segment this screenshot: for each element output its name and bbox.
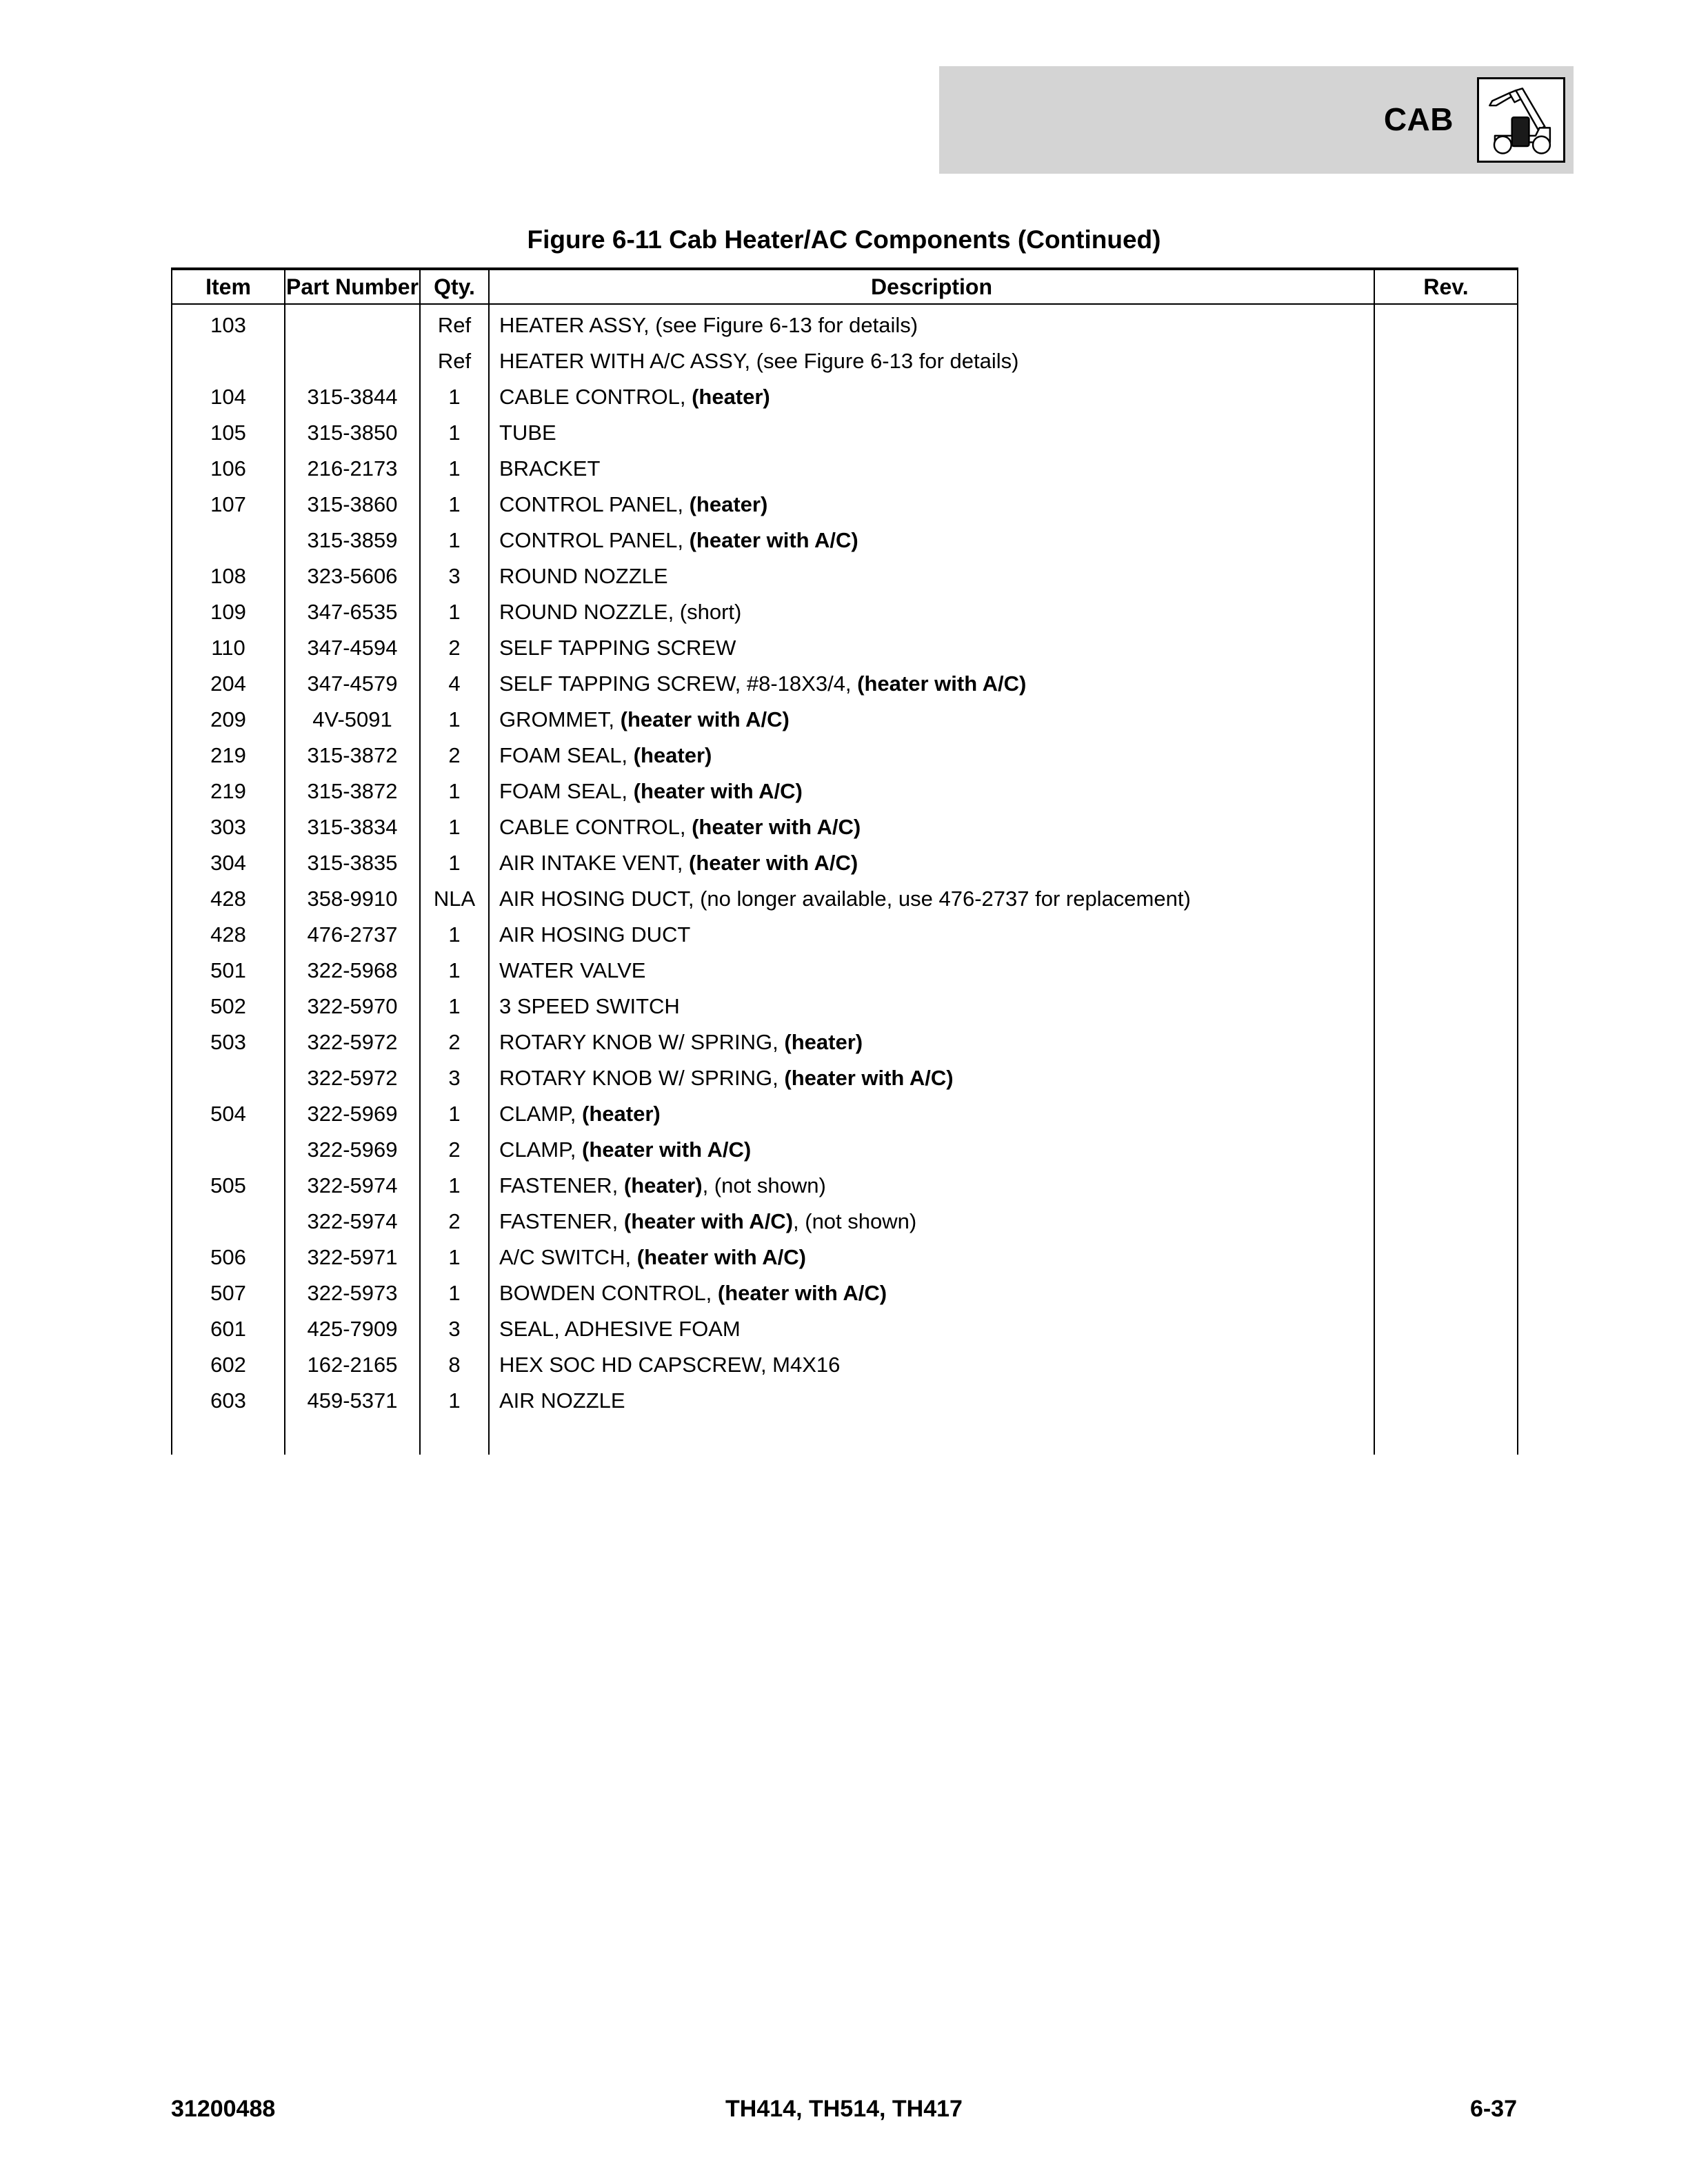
cell-description: SELF TAPPING SCREW, #8-18X3/4, (heater with A/C)	[489, 666, 1374, 702]
cell-description: BRACKET	[489, 451, 1374, 487]
cell-rev	[1374, 1168, 1518, 1204]
cell-part-number: 358-9910	[285, 881, 420, 917]
cell-qty: 1	[420, 1383, 489, 1419]
cell-description: WATER VALVE	[489, 953, 1374, 989]
cell-item: 108	[172, 558, 285, 594]
cell-rev	[1374, 953, 1518, 989]
cell-rev	[1374, 630, 1518, 666]
table-row	[172, 702, 1518, 738]
cell-qty: 1	[420, 953, 489, 989]
cell-qty: 2	[420, 1132, 489, 1168]
cell-part-number: 459-5371	[285, 1383, 420, 1419]
cell-qty: 3	[420, 1311, 489, 1347]
cell-item: 601	[172, 1311, 285, 1347]
cell-rev	[1374, 917, 1518, 953]
cell-description: ROTARY KNOB W/ SPRING, (heater)	[489, 1024, 1374, 1060]
cell-part-number: 315-3844	[285, 379, 420, 415]
cell-part-number: 347-4594	[285, 630, 420, 666]
cell-part-number	[285, 343, 420, 379]
cell-rev	[1374, 1275, 1518, 1311]
cell-rev	[1374, 343, 1518, 379]
cell-qty: 2	[420, 1204, 489, 1240]
cell-part-number	[285, 304, 420, 343]
cell-rev	[1374, 738, 1518, 774]
cell-item: 110	[172, 630, 285, 666]
cell-qty: 1	[420, 415, 489, 451]
table-row	[172, 738, 1518, 774]
table-filler-cell	[172, 1419, 285, 1455]
cell-rev	[1374, 989, 1518, 1024]
cell-description: CABLE CONTROL, (heater with A/C)	[489, 809, 1374, 845]
table-row	[172, 917, 1518, 953]
cell-qty: 2	[420, 630, 489, 666]
table-row	[172, 809, 1518, 845]
cell-item: 502	[172, 989, 285, 1024]
cell-item: 209	[172, 702, 285, 738]
cell-rev	[1374, 1096, 1518, 1132]
cell-description: HEATER ASSY, (see Figure 6-13 for details)	[489, 304, 1374, 343]
cell-rev	[1374, 558, 1518, 594]
cell-item	[172, 1060, 285, 1096]
cell-description: CONTROL PANEL, (heater)	[489, 487, 1374, 523]
table-header	[172, 269, 1518, 304]
table-row	[172, 558, 1518, 594]
cell-description: HEX SOC HD CAPSCREW, M4X16	[489, 1347, 1374, 1383]
table-row	[172, 523, 1518, 558]
cell-part-number: 322-5970	[285, 989, 420, 1024]
cell-description: AIR HOSING DUCT, (no longer available, use 476-2737 for replacement)	[489, 881, 1374, 917]
cell-part-number: 322-5972	[285, 1024, 420, 1060]
table-row	[172, 845, 1518, 881]
table-row	[172, 774, 1518, 809]
column-header-part-number: Part Number	[285, 269, 420, 304]
cell-qty: 8	[420, 1347, 489, 1383]
cell-qty: 2	[420, 1024, 489, 1060]
table-row	[172, 1060, 1518, 1096]
table-row	[172, 487, 1518, 523]
table-row	[172, 415, 1518, 451]
cell-part-number: 322-5968	[285, 953, 420, 989]
column-header-rev: Rev.	[1374, 269, 1518, 304]
table-row	[172, 881, 1518, 917]
table-row	[172, 1347, 1518, 1383]
table-row	[172, 594, 1518, 630]
table-row	[172, 304, 1518, 343]
cell-item: 507	[172, 1275, 285, 1311]
cell-description: FOAM SEAL, (heater)	[489, 738, 1374, 774]
table-row	[172, 1311, 1518, 1347]
cell-rev	[1374, 1383, 1518, 1419]
cell-part-number: 4V-5091	[285, 702, 420, 738]
cell-item: 304	[172, 845, 285, 881]
table-row	[172, 953, 1518, 989]
figure-title: Figure 6-11 Cab Heater/AC Components (Continued)	[527, 225, 1161, 254]
cell-part-number: 315-3834	[285, 809, 420, 845]
cell-qty: 4	[420, 666, 489, 702]
cell-part-number: 322-5974	[285, 1168, 420, 1204]
column-header-qty: Qty.	[420, 269, 489, 304]
cell-rev	[1374, 523, 1518, 558]
cell-description: FASTENER, (heater with A/C), (not shown)	[489, 1204, 1374, 1240]
cell-item: 219	[172, 774, 285, 809]
cell-description: ROTARY KNOB W/ SPRING, (heater with A/C)	[489, 1060, 1374, 1096]
cell-part-number: 315-3872	[285, 738, 420, 774]
table-row	[172, 989, 1518, 1024]
cell-rev	[1374, 1024, 1518, 1060]
cell-item: 105	[172, 415, 285, 451]
table-row	[172, 343, 1518, 379]
cell-rev	[1374, 1204, 1518, 1240]
cell-description: AIR HOSING DUCT	[489, 917, 1374, 953]
table-row	[172, 1096, 1518, 1132]
cell-description: A/C SWITCH, (heater with A/C)	[489, 1240, 1374, 1275]
cell-description: CLAMP, (heater)	[489, 1096, 1374, 1132]
table-filler-cell	[1374, 1419, 1518, 1455]
cell-part-number: 322-5973	[285, 1275, 420, 1311]
cell-description: HEATER WITH A/C ASSY, (see Figure 6-13 for details)	[489, 343, 1374, 379]
telehandler-icon	[1477, 77, 1565, 163]
table-row	[172, 1275, 1518, 1311]
cell-qty: 1	[420, 523, 489, 558]
cell-part-number: 347-4579	[285, 666, 420, 702]
parts-table	[171, 267, 1518, 1455]
cell-rev	[1374, 1311, 1518, 1347]
cell-rev	[1374, 594, 1518, 630]
cell-rev	[1374, 1132, 1518, 1168]
cell-part-number: 322-5969	[285, 1132, 420, 1168]
cell-rev	[1374, 379, 1518, 415]
cell-part-number: 322-5974	[285, 1204, 420, 1240]
cell-item: 219	[172, 738, 285, 774]
cell-part-number: 323-5606	[285, 558, 420, 594]
column-header-item: Item	[172, 269, 285, 304]
page-footer	[171, 2096, 1517, 2123]
cell-description: CLAMP, (heater with A/C)	[489, 1132, 1374, 1168]
cell-item: 109	[172, 594, 285, 630]
cell-item: 303	[172, 809, 285, 845]
cell-part-number: 476-2737	[285, 917, 420, 953]
cell-rev	[1374, 1347, 1518, 1383]
cell-qty: 1	[420, 1096, 489, 1132]
cell-part-number: 425-7909	[285, 1311, 420, 1347]
parts-table-container	[171, 267, 1517, 1455]
cell-qty: 1	[420, 917, 489, 953]
cell-part-number: 315-3872	[285, 774, 420, 809]
table-row	[172, 1204, 1518, 1240]
cell-rev	[1374, 1240, 1518, 1275]
cell-qty: 1	[420, 809, 489, 845]
table-row	[172, 1168, 1518, 1204]
cell-rev	[1374, 1060, 1518, 1096]
cell-item: 107	[172, 487, 285, 523]
cell-part-number: 315-3850	[285, 415, 420, 451]
cell-rev	[1374, 809, 1518, 845]
footer-models: TH414, TH514, TH417	[725, 2096, 963, 2122]
cell-description: SEAL, ADHESIVE FOAM	[489, 1311, 1374, 1347]
cell-rev	[1374, 774, 1518, 809]
cell-rev	[1374, 304, 1518, 343]
cell-qty: 3	[420, 1060, 489, 1096]
cell-part-number: 322-5969	[285, 1096, 420, 1132]
cell-qty: 3	[420, 558, 489, 594]
cell-description: AIR NOZZLE	[489, 1383, 1374, 1419]
cell-rev	[1374, 451, 1518, 487]
cell-description: 3 SPEED SWITCH	[489, 989, 1374, 1024]
cell-description: AIR INTAKE VENT, (heater with A/C)	[489, 845, 1374, 881]
cell-part-number: 315-3860	[285, 487, 420, 523]
table-row	[172, 1383, 1518, 1419]
cell-item	[172, 523, 285, 558]
cell-description: TUBE	[489, 415, 1374, 451]
cell-qty: 1	[420, 379, 489, 415]
cell-item: 204	[172, 666, 285, 702]
cell-part-number: 322-5971	[285, 1240, 420, 1275]
cell-rev	[1374, 415, 1518, 451]
cell-item: 602	[172, 1347, 285, 1383]
table-body	[172, 304, 1518, 1455]
cell-item: 505	[172, 1168, 285, 1204]
cell-qty: 1	[420, 702, 489, 738]
cell-qty: 1	[420, 594, 489, 630]
footer-page-number: 6-37	[1469, 2096, 1517, 2122]
table-row	[172, 1132, 1518, 1168]
cell-description: CONTROL PANEL, (heater with A/C)	[489, 523, 1374, 558]
cell-qty: 1	[420, 451, 489, 487]
footer-document-number: 31200488	[171, 2096, 276, 2122]
table-row	[172, 630, 1518, 666]
cell-description: CABLE CONTROL, (heater)	[489, 379, 1374, 415]
cell-item: 428	[172, 881, 285, 917]
cell-qty: Ref	[420, 304, 489, 343]
cell-description: SELF TAPPING SCREW	[489, 630, 1374, 666]
cell-item: 506	[172, 1240, 285, 1275]
cell-rev	[1374, 845, 1518, 881]
cell-rev	[1374, 487, 1518, 523]
cell-description: FASTENER, (heater), (not shown)	[489, 1168, 1374, 1204]
cell-part-number: 322-5972	[285, 1060, 420, 1096]
cell-qty: 2	[420, 738, 489, 774]
cell-part-number: 315-3835	[285, 845, 420, 881]
cell-part-number: 162-2165	[285, 1347, 420, 1383]
cell-description: BOWDEN CONTROL, (heater with A/C)	[489, 1275, 1374, 1311]
table-filler-row	[172, 1419, 1518, 1455]
page-title: CAB	[1383, 101, 1454, 137]
cell-item	[172, 343, 285, 379]
table-row	[172, 1024, 1518, 1060]
cell-description: FOAM SEAL, (heater with A/C)	[489, 774, 1374, 809]
cell-item	[172, 1204, 285, 1240]
table-row	[172, 1240, 1518, 1275]
cell-qty: 1	[420, 845, 489, 881]
cell-qty: 1	[420, 774, 489, 809]
cell-item: 501	[172, 953, 285, 989]
cell-qty: 1	[420, 1240, 489, 1275]
cell-description: ROUND NOZZLE	[489, 558, 1374, 594]
cell-qty: 1	[420, 989, 489, 1024]
cell-description: GROMMET, (heater with A/C)	[489, 702, 1374, 738]
cell-item: 503	[172, 1024, 285, 1060]
cell-item: 104	[172, 379, 285, 415]
cell-item	[172, 1132, 285, 1168]
cell-qty: 1	[420, 1275, 489, 1311]
cell-item: 504	[172, 1096, 285, 1132]
table-row	[172, 379, 1518, 415]
cell-description: ROUND NOZZLE, (short)	[489, 594, 1374, 630]
cell-item: 103	[172, 304, 285, 343]
cell-part-number: 347-6535	[285, 594, 420, 630]
cell-item: 106	[172, 451, 285, 487]
cell-part-number: 315-3859	[285, 523, 420, 558]
cell-item: 603	[172, 1383, 285, 1419]
cell-rev	[1374, 881, 1518, 917]
cell-item: 428	[172, 917, 285, 953]
table-header-row	[172, 269, 1518, 304]
cell-qty: 1	[420, 1168, 489, 1204]
page-header-band	[939, 66, 1574, 174]
cell-qty: NLA	[420, 881, 489, 917]
cell-part-number: 216-2173	[285, 451, 420, 487]
table-row	[172, 451, 1518, 487]
cell-rev	[1374, 702, 1518, 738]
cell-rev	[1374, 666, 1518, 702]
cell-qty: Ref	[420, 343, 489, 379]
table-filler-cell	[420, 1419, 489, 1455]
table-filler-cell	[285, 1419, 420, 1455]
table-row	[172, 666, 1518, 702]
cell-qty: 1	[420, 487, 489, 523]
column-header-description: Description	[489, 269, 1374, 304]
table-filler-cell	[489, 1419, 1374, 1455]
